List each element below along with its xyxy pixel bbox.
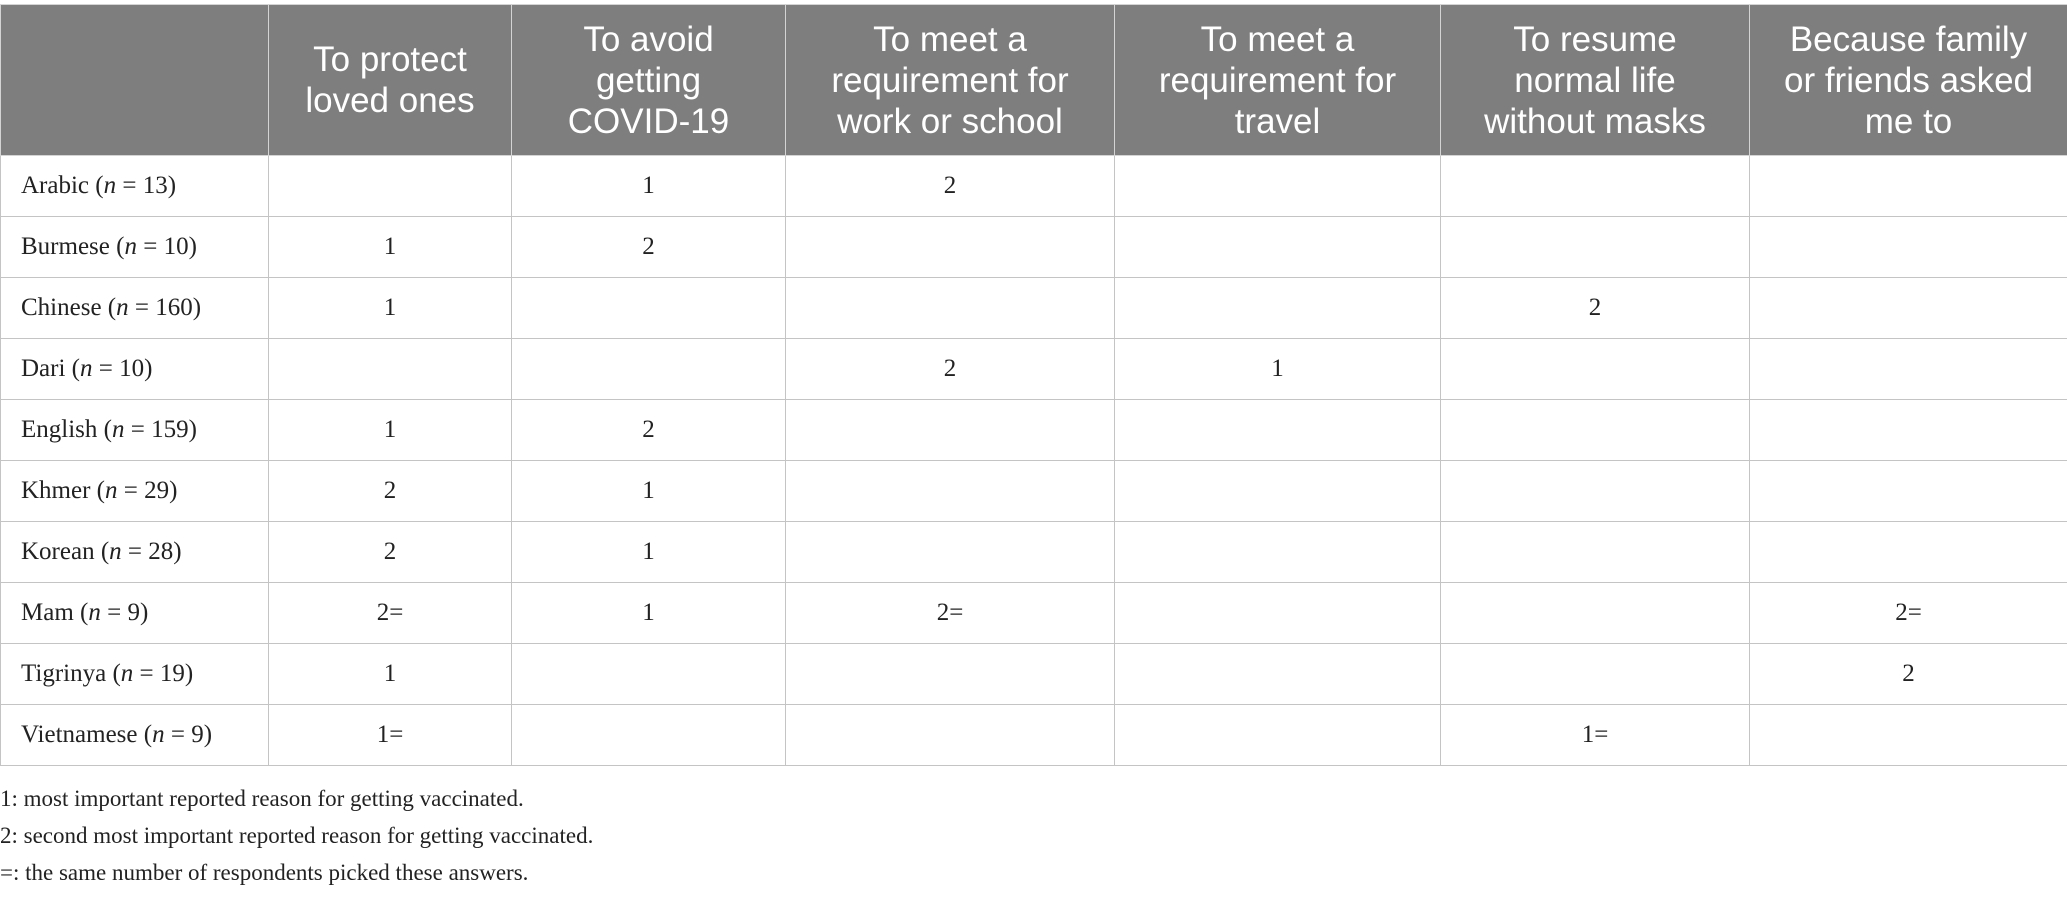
rank-cell xyxy=(786,644,1115,705)
rank-cell xyxy=(1115,705,1441,766)
rank-cell xyxy=(1441,522,1750,583)
rank-cell xyxy=(512,644,786,705)
row-language-label: Korean (n = 28) xyxy=(1,522,269,583)
sample-size-symbol: n xyxy=(105,477,118,504)
language-name: Arabic xyxy=(21,172,90,199)
rank-cell: 2 xyxy=(786,339,1115,400)
sample-size-value: 9 xyxy=(191,721,204,748)
rank-cell xyxy=(1441,644,1750,705)
table-footnotes xyxy=(0,780,593,891)
rank-cell xyxy=(1750,278,2067,339)
rank-cell xyxy=(1115,400,1441,461)
rank-cell xyxy=(269,156,512,217)
rank-cell: 1 xyxy=(512,583,786,644)
vaccination-reasons-table xyxy=(0,4,2067,766)
row-language-label: Khmer (n = 29) xyxy=(1,461,269,522)
row-language-label: Vietnamese (n = 9) xyxy=(1,705,269,766)
table-row xyxy=(1,461,2067,522)
rank-cell: 1= xyxy=(269,705,512,766)
rank-cell xyxy=(269,339,512,400)
rank-cell xyxy=(786,705,1115,766)
header-row xyxy=(1,5,2067,156)
rank-cell: 2 xyxy=(786,156,1115,217)
rank-cell: 1= xyxy=(1441,705,1750,766)
language-name: English xyxy=(21,416,98,443)
rank-cell xyxy=(1750,217,2067,278)
rank-cell xyxy=(1750,156,2067,217)
rank-cell: 1 xyxy=(1115,339,1441,400)
language-name: Burmese xyxy=(21,233,110,260)
rank-cell xyxy=(1115,644,1441,705)
rank-cell xyxy=(1441,217,1750,278)
sample-size-value: 10 xyxy=(119,355,145,382)
rank-cell xyxy=(512,278,786,339)
rank-cell: 2 xyxy=(1441,278,1750,339)
sample-size-symbol: n xyxy=(109,538,122,565)
rank-cell xyxy=(1441,339,1750,400)
rank-cell xyxy=(1441,461,1750,522)
sample-size-symbol: n xyxy=(120,660,134,687)
header-avoid-covid: To avoid getting COVID-19 xyxy=(512,5,786,156)
sample-size-value: 29 xyxy=(144,477,170,504)
rank-cell xyxy=(786,278,1115,339)
row-language-label: Tigrinya (n = 19) xyxy=(1,644,269,705)
sample-size-symbol: n xyxy=(80,355,93,382)
rank-cell: 1 xyxy=(512,522,786,583)
sample-size-value: 19 xyxy=(159,660,185,687)
language-name: Korean xyxy=(21,538,95,565)
rank-cell xyxy=(1750,705,2067,766)
rank-cell: 2 xyxy=(269,522,512,583)
rank-cell: 1 xyxy=(269,217,512,278)
language-name: Tigrinya xyxy=(21,660,107,687)
rank-cell: 2= xyxy=(269,583,512,644)
language-name: Mam xyxy=(21,599,74,626)
rank-cell: 2 xyxy=(512,217,786,278)
row-language-label: Burmese (n = 10) xyxy=(1,217,269,278)
rank-cell: 1 xyxy=(512,461,786,522)
footnote-tie: =: the same number of respondents picked these answers. xyxy=(0,860,529,885)
row-language-label: Chinese (n = 160) xyxy=(1,278,269,339)
rank-cell xyxy=(1441,156,1750,217)
row-language-label: Mam (n = 9) xyxy=(1,583,269,644)
table-row xyxy=(1,583,2067,644)
footnote-rank-1: 1: most important reported reason for getting vaccinated. xyxy=(0,786,524,811)
table-row xyxy=(1,278,2067,339)
rank-cell xyxy=(1750,400,2067,461)
rank-cell xyxy=(1115,217,1441,278)
rank-cell xyxy=(512,339,786,400)
rank-cell xyxy=(1115,583,1441,644)
rank-cell xyxy=(786,522,1115,583)
header-travel-requirement: To meet a requirement for travel xyxy=(1115,5,1441,156)
rank-cell: 1 xyxy=(269,400,512,461)
rank-cell xyxy=(1441,583,1750,644)
row-language-label: Arabic (n = 13) xyxy=(1,156,269,217)
rank-cell: 2 xyxy=(269,461,512,522)
rank-cell xyxy=(1115,522,1441,583)
sample-size-symbol: n xyxy=(116,294,129,321)
language-name: Dari xyxy=(21,355,66,382)
table-row xyxy=(1,400,2067,461)
rank-cell: 2= xyxy=(1750,583,2067,644)
rank-cell xyxy=(1115,461,1441,522)
rank-cell xyxy=(1115,278,1441,339)
sample-size-symbol: n xyxy=(103,172,117,199)
rank-cell xyxy=(512,705,786,766)
rank-cell xyxy=(786,400,1115,461)
language-name: Vietnamese xyxy=(21,721,138,748)
header-corner xyxy=(1,5,269,156)
footnote-rank-2: 2: second most important reported reason for getting vaccinated. xyxy=(0,823,594,848)
rank-cell xyxy=(1750,339,2067,400)
sample-size-value: 13 xyxy=(142,172,168,199)
header-family-friends-asked: Because family or friends asked me to xyxy=(1750,5,2067,156)
rank-cell: 2 xyxy=(1750,644,2067,705)
sample-size-value: 10 xyxy=(163,233,189,260)
header-resume-normal-life: To resume normal life without masks xyxy=(1441,5,1750,156)
sample-size-value: 159 xyxy=(151,416,189,443)
row-language-label: English (n = 159) xyxy=(1,400,269,461)
rank-cell: 1 xyxy=(269,278,512,339)
rank-cell xyxy=(1750,461,2067,522)
sample-size-symbol: n xyxy=(111,416,125,443)
table-row xyxy=(1,339,2067,400)
rank-cell: 2 xyxy=(512,400,786,461)
table-row xyxy=(1,217,2067,278)
table-row xyxy=(1,522,2067,583)
rank-cell xyxy=(1441,400,1750,461)
sample-size-value: 28 xyxy=(148,538,174,565)
rank-cell xyxy=(1115,156,1441,217)
rank-cell: 1 xyxy=(269,644,512,705)
table-row xyxy=(1,156,2067,217)
sample-size-value: 160 xyxy=(155,294,193,321)
header-work-school-requirement: To meet a requirement for work or school xyxy=(786,5,1115,156)
row-language-label: Dari (n = 10) xyxy=(1,339,269,400)
table-body xyxy=(1,156,2067,766)
rank-cell xyxy=(786,461,1115,522)
sample-size-value: 9 xyxy=(127,599,140,626)
sample-size-symbol: n xyxy=(88,599,101,626)
table-row xyxy=(1,644,2067,705)
sample-size-symbol: n xyxy=(152,721,165,748)
rank-cell xyxy=(1750,522,2067,583)
rank-cell xyxy=(786,217,1115,278)
sample-size-symbol: n xyxy=(124,233,137,260)
language-name: Khmer xyxy=(21,477,91,504)
rank-cell: 1 xyxy=(512,156,786,217)
table-row xyxy=(1,705,2067,766)
header-protect-loved-ones: To protect loved ones xyxy=(269,5,512,156)
language-name: Chinese xyxy=(21,294,102,321)
rank-cell: 2= xyxy=(786,583,1115,644)
